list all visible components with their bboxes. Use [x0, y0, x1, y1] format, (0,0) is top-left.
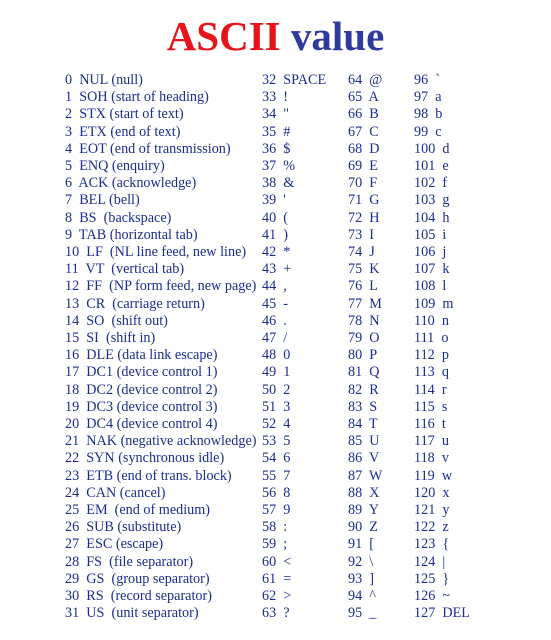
table-row — [0, 588, 551, 605]
symbol-char-cell: 53 5 — [262, 433, 291, 450]
lowercase-char-cell: 113 q — [414, 364, 449, 381]
table-row — [0, 571, 551, 588]
uppercase-char-cell: 79 O — [348, 330, 380, 346]
control-char-cell: 17 DC1 (device control 1) — [65, 364, 218, 381]
lowercase-char-cell: 105 i — [414, 226, 447, 243]
table-row — [0, 124, 551, 141]
uppercase-char-cell: 83 S — [348, 398, 378, 415]
control-char-cell: 2 STX (start of text) — [65, 106, 184, 123]
symbol-char-cell: 54 6 — [262, 450, 291, 467]
lowercase-char-cell: 118 v — [414, 450, 449, 467]
symbol-char-cell: 42 * — [262, 244, 291, 260]
page-title — [0, 10, 551, 62]
uppercase-char-cell: 80 P — [348, 347, 378, 364]
table-row — [0, 554, 551, 571]
control-char-cell: 13 CR (carriage return) — [65, 295, 205, 312]
table-row — [0, 450, 551, 467]
table-row — [0, 433, 551, 450]
uppercase-char-cell: 66 B — [348, 106, 379, 123]
uppercase-char-cell: 81 Q — [348, 364, 380, 381]
lowercase-char-cell: 115 s — [414, 398, 448, 415]
control-char-cell: 11 VT (vertical tab) — [65, 261, 185, 278]
table-row — [0, 261, 551, 278]
control-char-cell: 15 SI (shift in) — [65, 330, 156, 346]
uppercase-char-cell: 71 G — [348, 192, 380, 209]
control-char-cell: 0 NUL (null) — [65, 72, 143, 88]
control-char-cell: 29 GS (group separator) — [65, 570, 210, 587]
control-char-cell: 1 SOH (start of heading) — [65, 89, 209, 106]
symbol-char-cell: 35 # — [262, 123, 291, 140]
symbol-char-cell: 50 2 — [262, 381, 291, 398]
uppercase-char-cell: 87 W — [348, 467, 383, 484]
symbol-char-cell: 33 ! — [262, 89, 289, 106]
symbol-char-cell: 39 ' — [262, 192, 286, 209]
control-char-cell: 25 EM (end of medium) — [65, 502, 210, 518]
lowercase-char-cell: 109 m — [414, 295, 454, 312]
symbol-char-cell: 63 ? — [262, 605, 290, 622]
symbol-char-cell: 57 9 — [262, 502, 291, 518]
table-row — [0, 227, 551, 244]
symbol-char-cell: 47 / — [262, 330, 288, 346]
table-row — [0, 296, 551, 313]
lowercase-char-cell: 101 e — [414, 158, 449, 174]
table-row — [0, 519, 551, 536]
symbol-char-cell: 55 7 — [262, 467, 291, 484]
uppercase-char-cell: 88 X — [348, 484, 380, 501]
symbol-char-cell: 45 - — [262, 295, 289, 312]
uppercase-char-cell: 90 Z — [348, 519, 378, 536]
uppercase-char-cell: 92 \ — [348, 553, 374, 570]
table-row — [0, 382, 551, 399]
uppercase-char-cell: 95 _ — [348, 605, 377, 622]
uppercase-char-cell: 75 K — [348, 261, 380, 278]
lowercase-char-cell: 106 j — [414, 244, 447, 260]
uppercase-char-cell: 91 [ — [348, 536, 375, 553]
lowercase-char-cell: 96 ` — [414, 72, 441, 88]
table-row — [0, 468, 551, 485]
table-row — [0, 192, 551, 209]
table-row — [0, 244, 551, 261]
control-char-cell: 8 BS (backspace) — [65, 209, 172, 226]
control-char-cell: 3 ETX (end of text) — [65, 123, 181, 140]
control-char-cell: 18 DC2 (device control 2) — [65, 381, 218, 398]
lowercase-char-cell: 110 n — [414, 312, 449, 329]
uppercase-char-cell: 78 N — [348, 312, 380, 329]
table-row — [0, 485, 551, 502]
control-char-cell: 20 DC4 (device control 4) — [65, 416, 218, 432]
control-char-cell: 5 ENQ (enquiry) — [65, 158, 165, 174]
uppercase-char-cell: 72 H — [348, 209, 380, 226]
symbol-char-cell: 36 $ — [262, 140, 291, 157]
uppercase-char-cell: 64 @ — [348, 72, 383, 88]
control-char-cell: 22 SYN (synchronous idle) — [65, 450, 225, 467]
lowercase-char-cell: 125 } — [414, 570, 450, 587]
uppercase-char-cell: 76 L — [348, 278, 378, 295]
uppercase-char-cell: 73 I — [348, 226, 375, 243]
lowercase-char-cell: 107 k — [414, 261, 450, 278]
lowercase-char-cell: 100 d — [414, 140, 450, 157]
lowercase-char-cell: 99 c — [414, 123, 442, 140]
table-row — [0, 313, 551, 330]
symbol-char-cell: 51 3 — [262, 398, 291, 415]
symbol-char-cell: 48 0 — [262, 347, 291, 364]
table-row — [0, 72, 551, 89]
control-char-cell: 19 DC3 (device control 3) — [65, 398, 218, 415]
control-char-cell: 16 DLE (data link escape) — [65, 347, 218, 364]
control-char-cell: 23 ETB (end of trans. block) — [65, 467, 232, 484]
symbol-char-cell: 52 4 — [262, 416, 291, 432]
uppercase-char-cell: 67 C — [348, 123, 379, 140]
control-char-cell: 30 RS (record separator) — [65, 588, 212, 604]
uppercase-char-cell: 85 U — [348, 433, 380, 450]
lowercase-char-cell: 104 h — [414, 209, 450, 226]
symbol-char-cell: 46 . — [262, 312, 287, 329]
uppercase-char-cell: 94 ^ — [348, 588, 376, 604]
symbol-char-cell: 37 % — [262, 158, 296, 174]
control-char-cell: 4 EOT (end of transmission) — [65, 140, 231, 157]
control-char-cell: 21 NAK (negative acknowledge) — [65, 433, 257, 450]
lowercase-char-cell: 114 r — [414, 381, 447, 398]
lowercase-char-cell: 117 u — [414, 433, 449, 450]
symbol-char-cell: 32 SPACE — [262, 72, 327, 88]
table-row — [0, 141, 551, 158]
lowercase-char-cell: 98 b — [414, 106, 443, 123]
control-char-cell: 6 ACK (acknowledge) — [65, 175, 197, 192]
table-row — [0, 536, 551, 553]
control-char-cell: 24 CAN (cancel) — [65, 484, 166, 501]
table-row — [0, 347, 551, 364]
lowercase-char-cell: 126 ~ — [414, 588, 451, 604]
uppercase-char-cell: 65 A — [348, 89, 379, 106]
lowercase-char-cell: 121 y — [414, 502, 450, 518]
table-row — [0, 158, 551, 175]
uppercase-char-cell: 69 E — [348, 158, 378, 174]
symbol-char-cell: 49 1 — [262, 364, 291, 381]
lowercase-char-cell: 111 o — [414, 330, 449, 346]
lowercase-char-cell: 102 f — [414, 175, 448, 192]
table-row — [0, 330, 551, 347]
lowercase-char-cell: 103 g — [414, 192, 450, 209]
uppercase-char-cell: 68 D — [348, 140, 380, 157]
symbol-char-cell: 61 = — [262, 570, 292, 587]
symbol-char-cell: 62 > — [262, 588, 292, 604]
symbol-char-cell: 59 ; — [262, 536, 288, 553]
symbol-char-cell: 58 : — [262, 519, 288, 536]
uppercase-char-cell: 84 T — [348, 416, 378, 432]
symbol-char-cell: 40 ( — [262, 209, 289, 226]
lowercase-char-cell: 124 | — [414, 553, 446, 570]
control-char-cell: 12 FF (NP form feed, new page) — [65, 278, 257, 295]
table-row — [0, 605, 551, 622]
table-row — [0, 175, 551, 192]
control-char-cell: 27 ESC (escape) — [65, 536, 164, 553]
uppercase-char-cell: 77 M — [348, 295, 382, 312]
lowercase-char-cell: 116 t — [414, 416, 446, 432]
title-word-value: value — [290, 13, 385, 59]
uppercase-char-cell: 93 ] — [348, 570, 375, 587]
lowercase-char-cell: 120 x — [414, 484, 450, 501]
table-row — [0, 278, 551, 295]
control-char-cell: 31 US (unit separator) — [65, 605, 199, 622]
lowercase-char-cell: 119 w — [414, 467, 453, 484]
symbol-char-cell: 38 & — [262, 175, 295, 192]
symbol-char-cell: 56 8 — [262, 484, 291, 501]
uppercase-char-cell: 74 J — [348, 244, 375, 260]
lowercase-char-cell: 122 z — [414, 519, 449, 536]
lowercase-char-cell: 112 p — [414, 347, 449, 364]
table-row — [0, 106, 551, 123]
lowercase-char-cell: 127 DEL — [414, 605, 470, 622]
lowercase-char-cell: 108 l — [414, 278, 447, 295]
control-char-cell: 28 FS (file separator) — [65, 553, 194, 570]
control-char-cell: 9 TAB (horizontal tab) — [65, 226, 198, 243]
symbol-char-cell: 34 " — [262, 106, 290, 123]
control-char-cell: 14 SO (shift out) — [65, 312, 168, 329]
uppercase-char-cell: 70 F — [348, 175, 378, 192]
symbol-char-cell: 43 + — [262, 261, 292, 278]
table-row — [0, 364, 551, 381]
control-char-cell: 7 BEL (bell) — [65, 192, 140, 209]
uppercase-char-cell: 86 V — [348, 450, 380, 467]
table-row — [0, 502, 551, 519]
table-row — [0, 210, 551, 227]
title-word-ascii: ASCII — [166, 13, 281, 59]
table-row — [0, 416, 551, 433]
control-char-cell: 10 LF (NL line feed, new line) — [65, 244, 247, 260]
symbol-char-cell: 44 , — [262, 278, 287, 295]
lowercase-char-cell: 123 { — [414, 536, 450, 553]
symbol-char-cell: 41 ) — [262, 226, 289, 243]
lowercase-char-cell: 97 a — [414, 89, 442, 106]
symbol-char-cell: 60 < — [262, 553, 292, 570]
table-row — [0, 89, 551, 106]
uppercase-char-cell: 82 R — [348, 381, 379, 398]
uppercase-char-cell: 89 Y — [348, 502, 380, 518]
table-row — [0, 399, 551, 416]
control-char-cell: 26 SUB (substitute) — [65, 519, 182, 536]
